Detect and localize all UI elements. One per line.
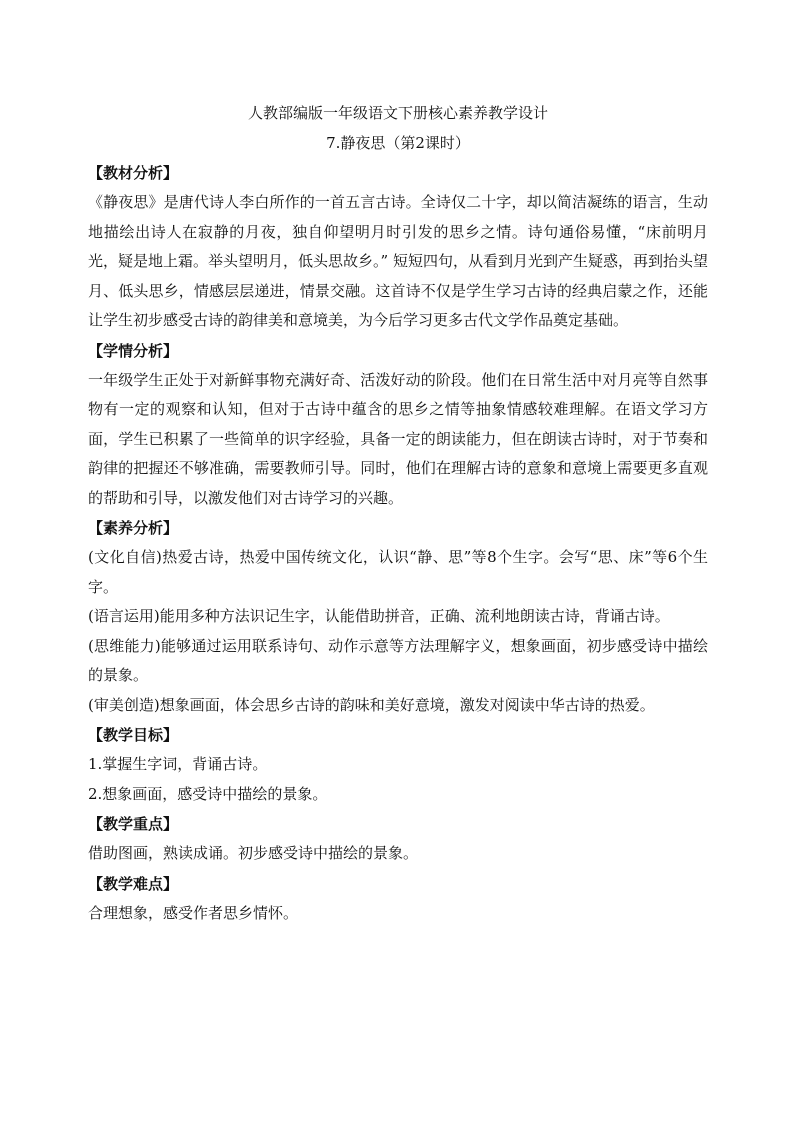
goal-item: 2.想象画面，感受诗中描绘的景象。 — [88, 784, 328, 803]
document-subtitle: 7.静夜思（第2课时） — [326, 134, 470, 152]
section-heading-material: 【教材分析】 — [88, 164, 179, 182]
document-title: 人教部编版一年级语文下册核心素养教学设计 — [247, 104, 548, 122]
key-points-text: 借助图画，熟读成诵。初步感受诗中描绘的景象。 — [88, 844, 419, 862]
literacy-item: (语言运用)能用多种方法识记生字，认能借助拼音，正确、流利地朗读古诗，背诵古诗。 — [88, 607, 670, 625]
literacy-item: (思维能力)能够通过运用联系诗句、动作示意等方法理解字义，想象画面，初步感受诗中描绘的景象。 — [88, 636, 708, 684]
section-heading-difficulties: 【教学难点】 — [88, 874, 179, 893]
document-page — [88, 98, 708, 928]
goal-item: 1.掌握生字词，背诵古诗。 — [88, 755, 268, 773]
difficulties-text: 合理想象，感受作者思乡情怀。 — [88, 903, 299, 922]
section-heading-goals: 【教学目标】 — [88, 726, 179, 744]
literacy-item: (文化自信)热爱古诗，热爱中国传统文化，认识“静、思”等8个生字。会写“思、床”等6个生字。 — [88, 548, 708, 596]
section-heading-students: 【学情分析】 — [88, 341, 179, 360]
material-analysis-text: 《静夜思》是唐代诗人李白所作的一首五言古诗。全诗仅二十字，却以简洁凝练的语言，生动地描绘出诗人在寂静的月夜，独自仰望明月时引发的思乡之情。诗句通俗易懂，“床前明月光，疑是地上霜。举头望明月，低头思故乡。” 短短四句，从看到月光到产生疑惑，再到抬头望月、低头思乡，情感层层递进，情景交融。这首诗不仅是学生学习古诗的经典启蒙之作，还能让学生初步感受古诗的韵律美和意境美，为今后学习更多古代文学作品奠定基础。 — [88, 193, 708, 329]
section-heading-literacy: 【素养分析】 — [88, 519, 179, 537]
section-heading-key-points: 【教学重点】 — [88, 815, 179, 833]
literacy-item: (审美创造)想象画面，体会思乡古诗的韵味和美好意境，激发对阅读中华古诗的热爱。 — [88, 695, 655, 714]
student-analysis-text: 一年级学生正处于对新鲜事物充满好奇、活泼好动的阶段。他们在日常生活中对月亮等自然事物有一定的观察和认知，但对于古诗中蕴含的思乡之情等抽象情感较难理解。在语文学习方面，学生已积累了一些简单的识字经验，具备一定的朗读能力，但在朗读古诗时，对于节奏和韵律的把握还不够准确，需要教师引导。同时，他们在理解古诗的意象和意境上需要更多直观的帮助和引导，以激发他们对古诗学习的兴趣。 — [88, 370, 708, 507]
